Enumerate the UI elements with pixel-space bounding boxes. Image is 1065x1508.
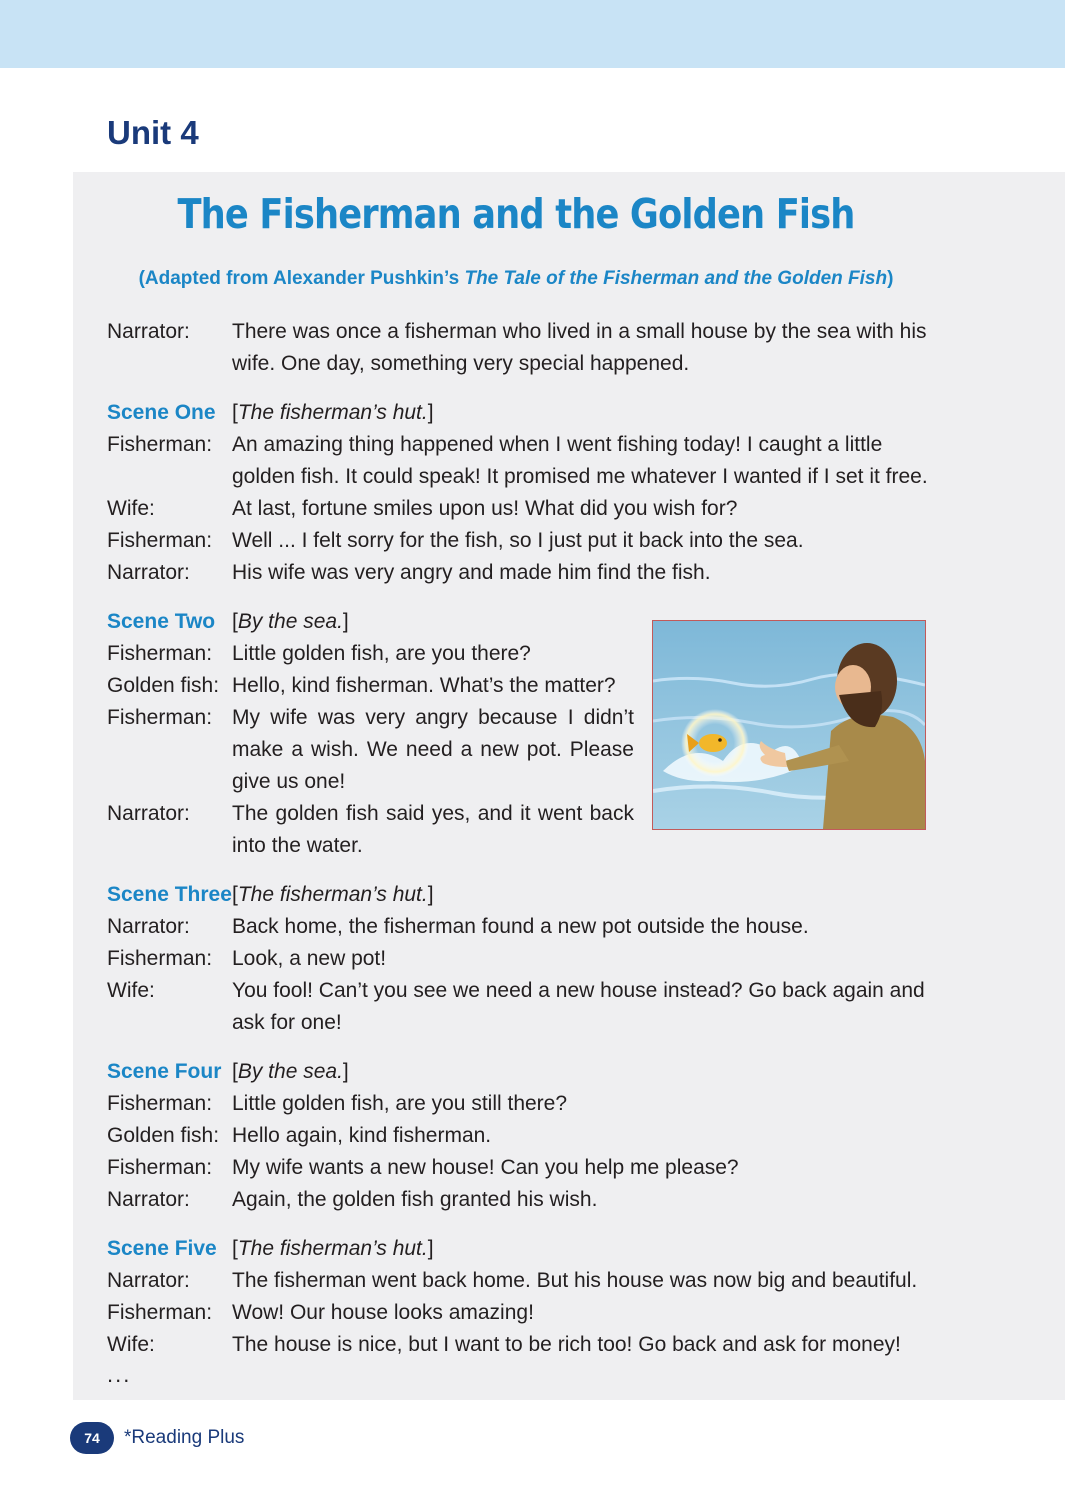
script-line [107, 429, 937, 493]
speaker: Wife: [107, 1333, 155, 1356]
stage-direction: The fisherman’s hut. [237, 1237, 428, 1260]
script-line [107, 1120, 937, 1152]
bracket: [ [232, 610, 238, 633]
speech: My wife wants a new house! Can you help me please? [232, 1156, 739, 1179]
bracket: ] [427, 883, 434, 906]
speaker: Narrator: [107, 802, 190, 825]
script-line [107, 1329, 937, 1361]
speech: Again, the golden fish granted his wish. [232, 1188, 598, 1211]
scene-label: Scene One [107, 401, 216, 424]
stage-direction: By the sea. [237, 1060, 343, 1083]
script-line [107, 1152, 937, 1184]
speaker: Narrator: [107, 915, 190, 938]
story-title: The Fisherman and the Golden Fish [177, 190, 855, 238]
page-number-badge: 74 [70, 1422, 114, 1454]
speech: My wife was very angry because I didn’t make a wish. We need a new pot. Please give us one! [232, 706, 634, 793]
scene-heading [107, 879, 937, 911]
script-line [107, 316, 937, 380]
speaker: Narrator: [107, 320, 190, 343]
speech: Well ... I felt sorry for the fish, so I just put it back into the sea. [232, 529, 804, 552]
stage-direction: The fisherman’s hut. [237, 401, 428, 424]
scene-label: Scene Two [107, 610, 216, 633]
speech: His wife was very angry and made him find the fish. [232, 561, 711, 584]
speaker: Fisherman: [107, 529, 213, 552]
story-subtitle [0, 268, 1032, 290]
speaker: Fisherman: [107, 706, 213, 729]
header-band [0, 0, 1065, 68]
bracket: [ [232, 401, 238, 424]
stage-direction: By the sea. [237, 610, 343, 633]
scene-label: Scene Three [107, 883, 232, 906]
scene-heading [107, 1056, 937, 1088]
scene-setting [232, 1233, 937, 1265]
speech: Hello again, kind fisherman. [232, 1124, 492, 1147]
illustration-art [653, 621, 925, 829]
scene-heading [107, 397, 937, 429]
script-line [107, 525, 937, 557]
subtitle-suffix: ) [887, 268, 894, 289]
speech: Wow! Our house looks amazing! [232, 1301, 534, 1324]
speaker: Golden fish: [107, 1124, 220, 1147]
bracket: ] [427, 401, 434, 424]
script-line [107, 493, 937, 525]
script-line [107, 911, 937, 943]
speaker: Fisherman: [107, 1092, 213, 1115]
subtitle-work: The Tale of the Fisherman and the Golden Fish [464, 268, 888, 289]
scene-heading [107, 1233, 937, 1265]
subtitle-prefix: (Adapted from Alexander Pushkin’s [138, 268, 465, 289]
speaker: Golden fish: [107, 674, 220, 697]
speech: At last, fortune smiles upon us! What did you wish for? [232, 497, 738, 520]
speech: Little golden fish, are you still there? [232, 1092, 568, 1115]
bracket: [ [232, 1060, 238, 1083]
scene-label: Scene Five [107, 1237, 217, 1260]
speaker: Narrator: [107, 1188, 190, 1211]
speaker: Fisherman: [107, 947, 213, 970]
speech: Back home, the fisherman found a new pot outside the house. [232, 915, 809, 938]
intro-block [107, 316, 937, 380]
script-line [107, 557, 937, 589]
speech: The golden fish said yes, and it went back into the water. [232, 802, 634, 857]
scene-four [107, 1056, 937, 1216]
scene-three [107, 879, 937, 1039]
scene-one [107, 397, 937, 589]
speech: The fisherman went back home. But his house was now big and beautiful. [232, 1269, 918, 1292]
speech: Little golden fish, are you there? [232, 642, 531, 665]
script-line [107, 943, 937, 975]
fisherman-illustration [652, 620, 926, 830]
speech: Hello, kind fisherman. What’s the matter? [232, 674, 616, 697]
bracket: ] [427, 1237, 434, 1260]
speaker: Fisherman: [107, 1156, 213, 1179]
scene-setting [232, 879, 937, 911]
bracket: [ [232, 1237, 238, 1260]
scene-label: Scene Four [107, 1060, 222, 1083]
continuation-ellipsis: ... [107, 1362, 132, 1387]
script-line [107, 1184, 937, 1216]
bracket: [ [232, 883, 238, 906]
speaker: Wife: [107, 497, 155, 520]
script-line [107, 1297, 937, 1329]
footer-label: *Reading Plus [124, 1427, 245, 1448]
bracket: ] [342, 1060, 349, 1083]
speaker: Fisherman: [107, 433, 213, 456]
speaker: Fisherman: [107, 642, 213, 665]
unit-title: Unit 4 [107, 114, 199, 151]
speech: An amazing thing happened when I went fishing today! I caught a little golden fish. It could speak! It promised me whatever I wanted if I set it free. [232, 433, 928, 488]
scene-five [107, 1233, 937, 1361]
bracket: ] [342, 610, 349, 633]
script-line [107, 975, 937, 1039]
speech: You fool! Can’t you see we need a new house instead? Go back again and ask for one! [232, 979, 925, 1034]
scene-setting [232, 397, 937, 429]
scene-setting [232, 606, 634, 638]
script-line [107, 1088, 937, 1120]
scene-setting [232, 1056, 937, 1088]
speaker: Narrator: [107, 561, 190, 584]
script-line [107, 1265, 937, 1297]
play-script [107, 316, 937, 1378]
speech: Look, a new pot! [232, 947, 387, 970]
speech: There was once a fisherman who lived in a small house by the sea with his wife. One day, something very special happened. [232, 320, 927, 375]
speaker: Fisherman: [107, 1301, 213, 1324]
speaker: Narrator: [107, 1269, 190, 1292]
stage-direction: The fisherman’s hut. [237, 883, 428, 906]
speaker: Wife: [107, 979, 155, 1002]
speech: The house is nice, but I want to be rich too! Go back and ask for money! [232, 1333, 901, 1356]
